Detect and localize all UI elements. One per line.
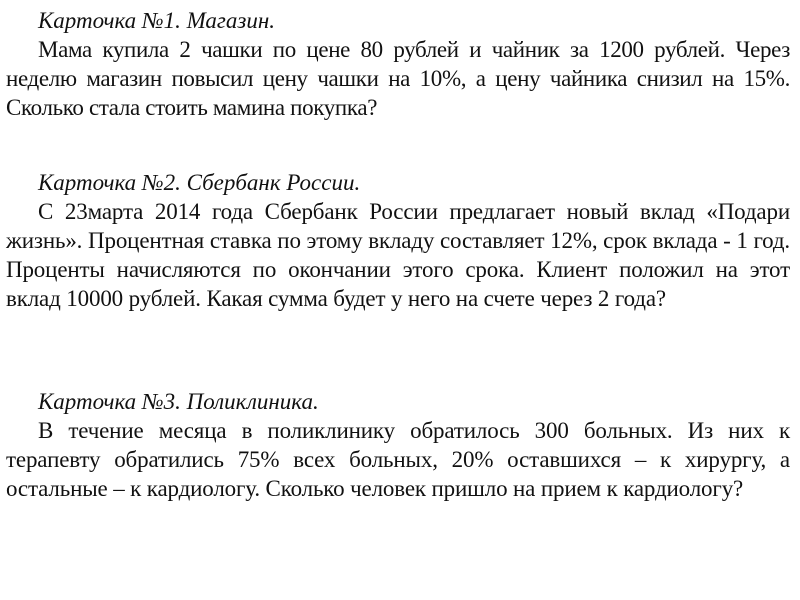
card-1-shop — [6, 6, 790, 122]
card-1-title: Карточка №1. Магазин. — [38, 8, 276, 33]
card-3-title: Карточка №3. Поликлиника. — [38, 389, 319, 414]
card-2-text: С 23марта 2014 года Сбербанк России предлагает новый вклад «Подари жизнь». Процентная ставка по этому вкладу составляет 12%, срок вклада - 1 год. Проценты начисляются по окончании этого срока. Клиент положил на этот вклад 10000 рублей. Какая сумма будет у него на счете через 2 года? — [6, 199, 790, 311]
card-2-title: Карточка №2. Сбербанк России. — [38, 170, 361, 195]
card-3-text: В течение месяца в поликлинику обратилось 300 больных. Из них к терапевту обратились 75% всех больных, 20% оставшихся – к хирургу, а остальные – к кардиологу. Сколько человек пришло на прием к кардиологу? — [6, 418, 790, 501]
document-page — [6, 0, 790, 600]
card-1-text: Мама купила 2 чашки по цене 80 рублей и чайник за 1200 рублей. Через неделю магазин повысил цену чашки на 10%, а цену чайника снизил на 15%. Сколько стала стоить мамина покупка? — [6, 37, 790, 120]
card-2-sberbank — [6, 168, 790, 313]
card-3-clinic — [6, 387, 790, 503]
